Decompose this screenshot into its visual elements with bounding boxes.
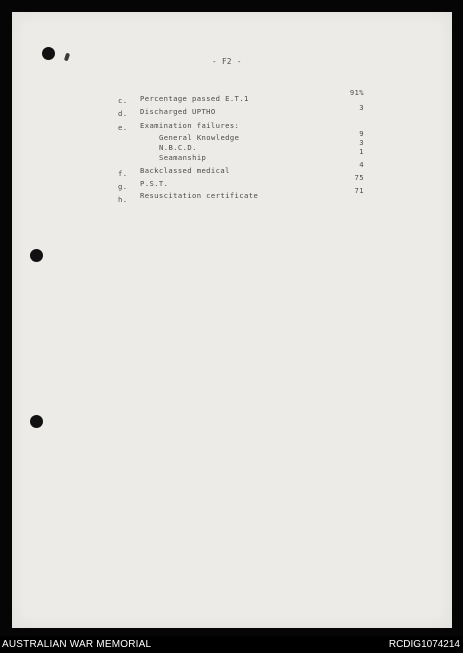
item-g-label: P.S.T. [140,179,169,188]
punch-hole [30,415,43,428]
sub-general-knowledge: General Knowledge [159,133,240,142]
punch-hole [42,47,55,60]
item-d-label: Discharged UPTHO [140,107,216,116]
document-page [12,12,452,628]
archive-name: AUSTRALIAN WAR MEMORIAL [2,639,152,650]
item-c-label: Percentage passed E.T.1 [140,94,249,103]
item-d-letter: d. [118,109,128,118]
footer-bar [0,636,463,653]
item-g-letter: g. [118,182,128,191]
item-f-label: Backclassed medical [140,166,230,175]
item-f-value: 4 [359,160,364,169]
sub-general-knowledge-value: 9 [359,129,364,138]
item-c-letter: c. [118,96,128,105]
item-g-value: 75 [354,173,364,182]
item-d-value: 3 [359,103,364,112]
paper-tear [64,53,70,62]
item-h-label: Resuscitation certificate [140,191,259,200]
sub-nbcd: N.B.C.D. [159,143,197,152]
item-f-letter: f. [118,169,128,178]
punch-hole [30,249,43,262]
record-id: RCDIG1074214 [388,639,460,650]
page-number: - F2 - [212,57,242,66]
item-h-letter: h. [118,195,128,204]
item-h-value: 71 [354,186,364,195]
sub-seamanship: Seamanship [159,153,207,162]
item-c-value: 91% [349,88,364,97]
sub-seamanship-value: 1 [359,147,364,156]
sub-nbcd-value: 3 [359,138,364,147]
item-e-letter: e. [118,123,128,132]
item-e-label: Examination failures: [140,121,240,130]
